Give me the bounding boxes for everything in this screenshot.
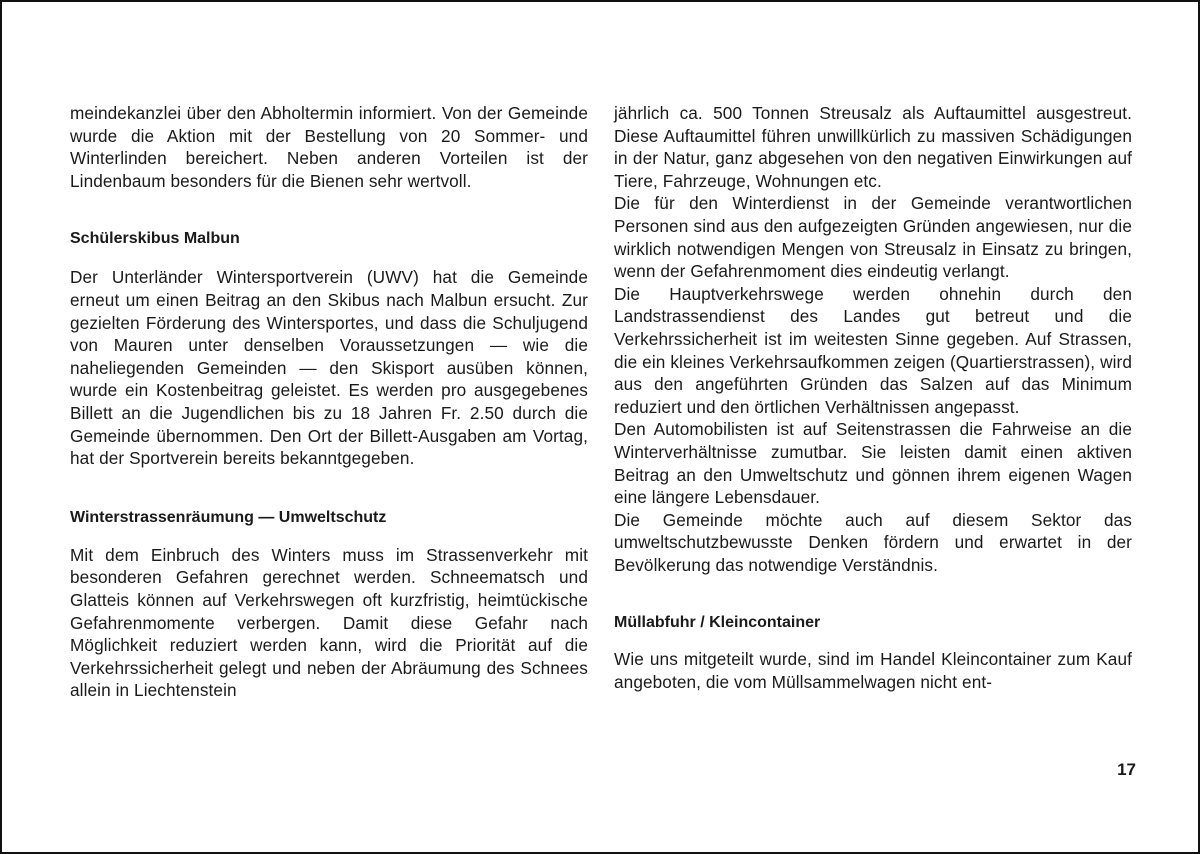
spacer: [70, 250, 588, 266]
heading-muellabfuhr: Müllabfuhr / Kleincontainer: [614, 614, 821, 632]
heading-schuelerskibus: Schülerskibus Malbun: [70, 230, 240, 248]
page-number: 17: [1117, 760, 1136, 779]
heading-winterstrassenraeumung: Winterstrassenräumung — Umweltschutz: [70, 508, 387, 526]
spacer: [614, 634, 1132, 648]
intro-paragraph: meindekanzlei über den Abholtermin informiert. Von der Gemeinde wurde die Aktion mit der Bestellung von 20 Sommer- und Winterlinden bereichert. Neben anderen Vorteilen ist der Lindenbaum besonders für die Bienen sehr wertvoll.: [70, 103, 588, 191]
right-column: [614, 102, 1132, 694]
paragraph-streusalz: jährlich ca. 500 Tonnen Streusalz als Auftaumittel ausgestreut. Diese Auftaumittel führen unwillkürlich zu massiven Schädigungen in der Natur, ganz abgesehen von den negativen Einwirkungen auf Tiere, Fahrzeuge, Wohnungen etc.: [614, 103, 1132, 191]
spacer: [614, 576, 1132, 612]
paragraph-umweltschutz: Die Gemeinde möchte auch auf diesem Sektor das umweltschutzbewusste Denken fördern und erwartet in der Bevölkerung das notwendige Verständnis.: [614, 509, 1132, 575]
spacer: [70, 192, 588, 228]
paragraph-winterstrassenraeumung: Mit dem Einbruch des Winters muss im Strassenverkehr mit besonderen Gefahren gerechnet werden. Schneematsch und Glatteis können auf Verkehrswegen oft kurzfristig, heimtückische Gefahrenmomente verbergen. Damit diese Gefahr nach Möglichkeit reduziert werden kann, wird die Priorität auf die Verkehrssicherheit gelegt und neben der Abräumung des Schnees allein in Liechtenstein: [70, 544, 588, 701]
paragraph-automobilisten: Den Automobilisten ist auf Seitenstrassen die Fahrweise an die Winterverhältnisse zumutbar. Sie leisten damit einen aktiven Beitrag an den Umweltschutz und gönnen ihrem eigenen Wagen eine längere Lebensdauer.: [614, 419, 1132, 508]
spacer: [70, 470, 588, 507]
paragraph-muellabfuhr: Wie uns mitgeteilt wurde, sind im Handel Kleincontainer zum Kauf angeboten, die vom Müllsammelwagen nicht ent-: [614, 649, 1132, 693]
spacer: [70, 529, 588, 544]
paragraph-schuelerskibus: Der Unterländer Wintersportverein (UWV) hat die Gemeinde erneut um einen Beitrag an den Skibus nach Malbun ersucht. Zur gezielten Förderung des Wintersportes, und dass die Schuljugend von Mauren unter denselben Voraussetzungen — wie die naheliegenden Gemeinden — den Skisport ausüben können, wurde ein Kostenbeitrag geleistet. Es werden pro ausgegebenes Billett an die Jugendlichen bis zu 18 Jahren Fr. 2.50 durch die Gemeinde übernommen. Den Ort der Billett-Ausgaben am Vortag, hat der Sportverein bereits bekanntgegeben.: [70, 267, 588, 469]
paragraph-hauptverkehrswege: Die Hauptverkehrswege werden ohnehin durch den Landstrassendienst des Landes gut betreut und die Verkehrssicherheit ist im weitesten Sinne gegeben. Auf Strassen, die ein kleines Verkehrsaufkommen zeigen (Quartierstrassen), wird aus den angeführten Gründen das Salzen auf das Minimum reduziert und den örtlichen Verhältnissen angepasst.: [614, 283, 1132, 417]
paragraph-winterdienst: Die für den Winterdienst in der Gemeinde verantwortlichen Personen sind aus den aufgezeigten Gründen angewiesen, nur die wirklich notwendigen Mengen von Streusalz in Einsatz zu bringen, wenn der Gefahrenmoment dies eindeutig verlangt.: [614, 193, 1132, 282]
left-column: [70, 102, 588, 702]
